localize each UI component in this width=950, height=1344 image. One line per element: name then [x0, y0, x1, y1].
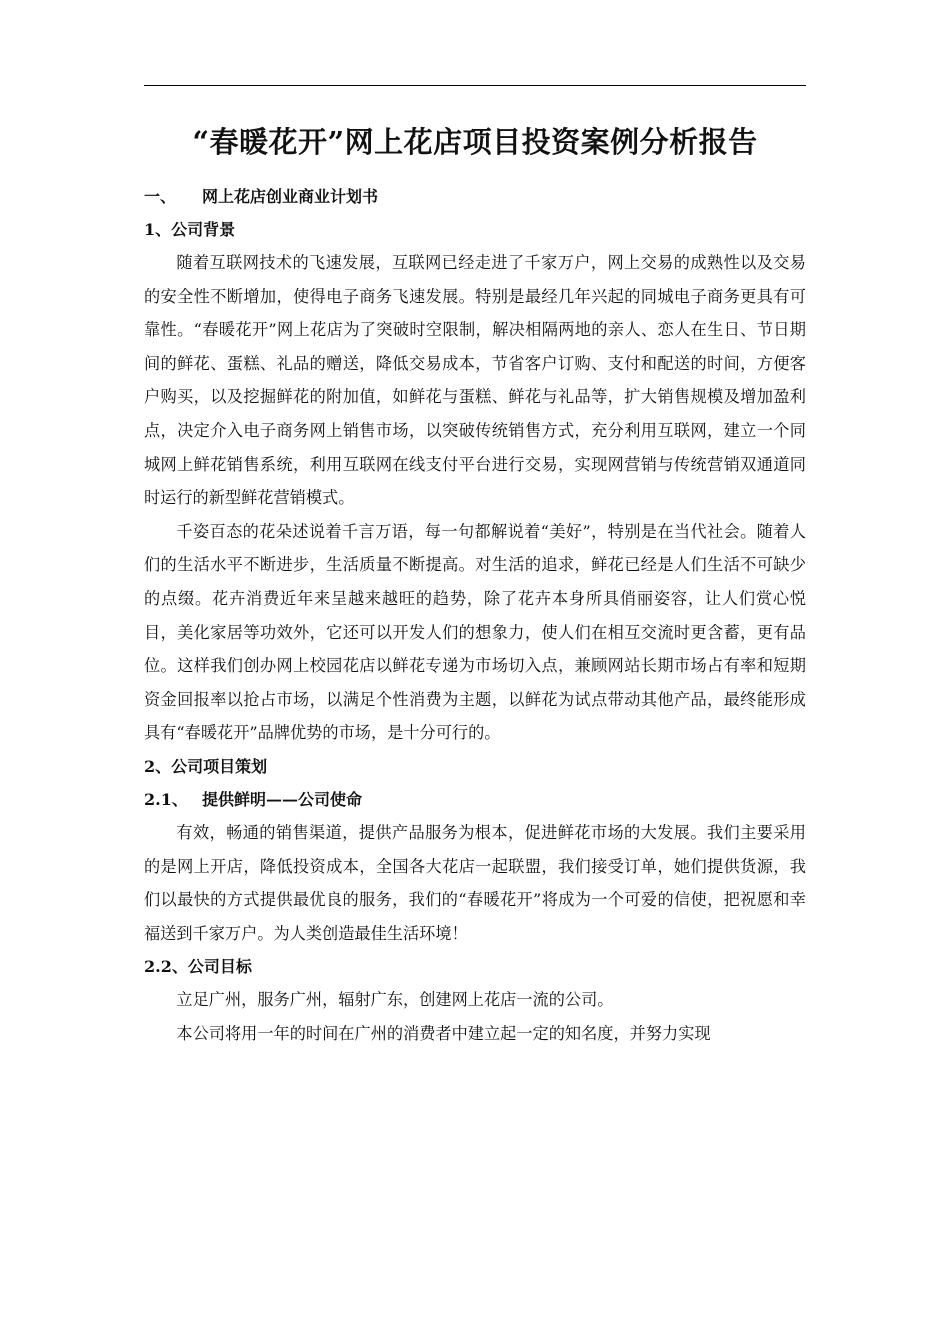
- section-title: 提供鲜明——公司使命: [202, 789, 363, 809]
- section-heading-2-2: [144, 950, 806, 983]
- section-number: 2.1、: [144, 789, 188, 809]
- document-title: “春暖花开”网上花店项目投资案例分析报告: [192, 125, 758, 159]
- section-title: 公司目标: [187, 957, 252, 977]
- section-heading-2: [144, 750, 806, 783]
- section-number: 1、: [144, 220, 172, 239]
- paragraph-background-1: 随着互联网技术的飞速发展，互联网已经走进了千家万户，网上交易的成熟性以及交易的安全性不断增加，使得电子商务飞速发展。特别是最经几年兴起的同城电子商务更具有可靠性。“春暖花开”网上花店为了突破时空限制，解决相隔两地的亲人、恋人在生日、节日期间的鲜花、蛋糕、礼品的赠送，降低交易成本，节省客户订购、支付和配送的时间，方便客户购买，以及挖掘鲜花的附加值，如鲜花与蛋糕、鲜花与礼品等，扩大销售规模及增加盈利点，决定介入电子商务网上销售市场，以突破传统销售方式，充分利用互联网，建立一个同城网上鲜花销售系统，利用互联网在线支付平台进行交易，实现网营销与传统营销双通道同时运行的新型鲜花营销模式。: [144, 253, 806, 508]
- section-heading-1-1: [144, 213, 806, 246]
- header-rule: [144, 85, 806, 86]
- section-title: 公司背景: [171, 220, 236, 239]
- paragraph-goal-2: 本公司将用一年的时间在广州的消费者中建立起一定的知名度，并努力实现: [176, 1023, 711, 1043]
- section-number: 一、: [144, 187, 177, 206]
- section-heading-1: [144, 180, 806, 213]
- paragraph-background-2: 千姿百态的花朵述说着千言万语，每一句都解说着“美好”，特别是在当代社会。随着人们的生活水平不断进步，生活质量不断提高。对生活的追求，鲜花已经是人们生活不可缺少的点缀。花卉消费近年来呈越来越旺的趋势，除了花卉本身所具俏丽姿容，让人们赏心悦目，美化家居等功效外，它还可以开发人们的想象力，使人们在相互交流时更含蓄，更有品位。这样我们创办网上校园花店以鲜花专递为市场切入点，兼顾网站长期市场占有率和短期资金回报率以抢占市场，以满足个性消费为主题，以鲜花为试点带动其他产品，最终能形成具有“春暖花开”品牌优势的市场，是十分可行的。: [144, 521, 806, 743]
- section-title: 网上花店创业商业计划书: [202, 187, 379, 206]
- paragraph-mission: 有效，畅通的销售渠道，提供产品服务为根本，促进鲜花市场的大发展。我们主要采用的是网上开店，降低投资成本，全国各大花店一起联盟，我们接受订单，她们提供货源，我们以最快的方式提供最优良的服务，我们的“春暖花开”将成为一个可爱的信使，把祝愿和幸福送到千家万户。为人类创造最佳生活环境！: [144, 822, 806, 943]
- section-number: 2、: [144, 756, 172, 776]
- section-heading-2-1: [144, 783, 806, 816]
- section-title: 公司项目策划: [171, 756, 268, 776]
- paragraph-goal-1: 立足广州，服务广州，辐射广东，创建网上花店一流的公司。: [176, 990, 614, 1010]
- document-body: [144, 180, 806, 1050]
- section-number: 2.2、: [144, 957, 188, 977]
